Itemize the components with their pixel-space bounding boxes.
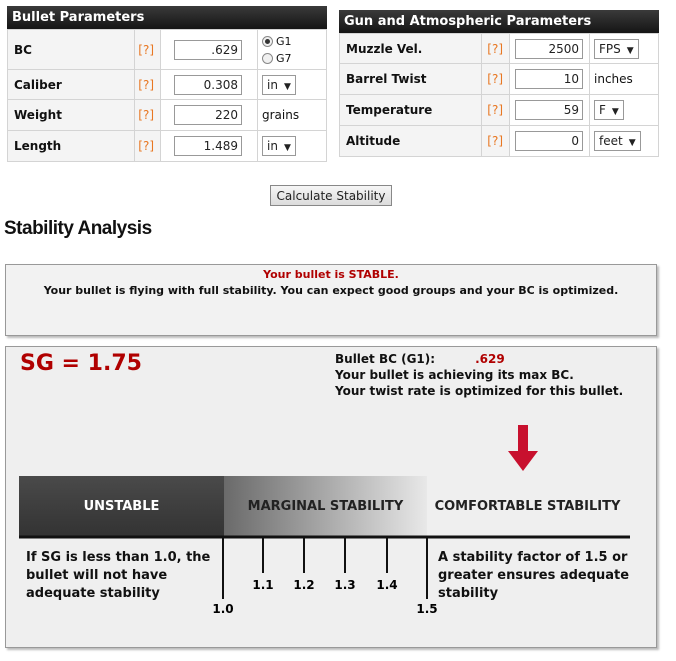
caliber-label: Caliber xyxy=(8,70,135,100)
chevron-down-icon: ▼ xyxy=(628,138,636,148)
comfortable-desc-line: greater ensures adequate xyxy=(438,568,630,583)
length-unit-value: in xyxy=(267,139,278,153)
bc-info-line1: Your bullet is achieving its max BC. xyxy=(335,368,574,382)
length-input[interactable] xyxy=(174,136,242,156)
muzzle-vel-unit-select[interactable] xyxy=(594,39,639,59)
altitude-unit-select[interactable] xyxy=(594,131,641,151)
bullet-parameters-table xyxy=(7,29,327,162)
comfortable-desc-line: A stability factor of 1.5 or xyxy=(438,550,628,565)
barrel-twist-help-link[interactable]: [?] xyxy=(482,64,510,95)
barrel-twist-input[interactable] xyxy=(515,69,583,89)
g1-label: G1 xyxy=(276,34,292,48)
altitude-label: Altitude xyxy=(340,126,482,157)
temperature-label: Temperature xyxy=(340,95,482,126)
barrel-twist-label: Barrel Twist xyxy=(340,64,482,95)
weight-label: Weight xyxy=(8,100,135,131)
weight-input[interactable] xyxy=(174,105,242,125)
scale-marginal-band: MARGINAL STABILITY xyxy=(224,476,427,536)
tick-label-1-0: 1.0 xyxy=(212,602,234,616)
stability-scale-axis xyxy=(6,347,658,649)
chevron-down-icon: ▼ xyxy=(611,107,619,117)
g7-radio-dot[interactable] xyxy=(262,53,273,64)
bc-label: BC xyxy=(8,30,135,70)
chevron-down-icon: ▼ xyxy=(283,143,291,153)
bc-info-value: .629 xyxy=(475,352,505,366)
g1-radio-dot[interactable] xyxy=(262,36,273,47)
bullet-parameters-panel xyxy=(7,6,327,162)
tick-label-1-5: 1.5 xyxy=(416,602,438,616)
gun-parameters-title: Gun and Atmospheric Parameters xyxy=(339,10,659,33)
tick-label-1-3: 1.3 xyxy=(334,578,356,592)
temperature-input[interactable] xyxy=(515,100,583,120)
bc-info-line2: Your twist rate is optimized for this bullet. xyxy=(335,384,624,398)
caliber-help-link[interactable]: [?] xyxy=(135,70,161,100)
bc-help-link[interactable]: [?] xyxy=(135,30,161,70)
tick-label-1-4: 1.4 xyxy=(376,578,398,592)
stability-result-panel xyxy=(5,346,657,648)
altitude-input[interactable] xyxy=(515,131,583,151)
muzzle-vel-input[interactable] xyxy=(515,39,583,59)
g7-label: G7 xyxy=(276,51,292,65)
chevron-down-icon: ▼ xyxy=(283,81,291,92)
length-label: Length xyxy=(8,131,135,162)
barrel-twist-unit: inches xyxy=(590,64,659,95)
weight-unit: grains xyxy=(258,100,327,131)
altitude-unit-value: feet xyxy=(599,134,623,148)
gun-parameters-panel xyxy=(339,10,659,157)
stability-analysis-heading: Stability Analysis xyxy=(4,218,152,239)
bc-input[interactable] xyxy=(174,40,242,60)
muzzle-vel-label: Muzzle Vel. xyxy=(340,34,482,64)
length-unit-select[interactable] xyxy=(262,136,296,156)
scale-unstable-band: UNSTABLE xyxy=(19,476,224,536)
weight-help-link[interactable]: [?] xyxy=(135,100,161,131)
unstable-desc-line: bullet will not have xyxy=(26,568,168,583)
bc-info-label: Bullet BC (G1): xyxy=(335,352,436,366)
stability-detail: Your bullet is flying with full stability. You can expect good groups and your BC is optimized. xyxy=(43,284,619,297)
altitude-help-link[interactable]: [?] xyxy=(482,126,510,157)
length-help-link[interactable]: [?] xyxy=(135,131,161,162)
stability-status: Your bullet is STABLE. xyxy=(263,268,399,281)
gun-parameters-table xyxy=(339,33,659,157)
scale-comfortable-band: COMFORTABLE STABILITY xyxy=(434,498,621,514)
tick-label-1-2: 1.2 xyxy=(293,578,315,592)
calculate-stability-button[interactable]: Calculate Stability xyxy=(270,185,392,206)
bullet-parameters-title: Bullet Parameters xyxy=(7,6,327,29)
sg-value: SG = 1.75 xyxy=(20,351,142,376)
tick-label-1-1: 1.1 xyxy=(252,578,274,592)
unstable-desc-line: If SG is less than 1.0, the xyxy=(26,550,211,565)
temperature-help-link[interactable]: [?] xyxy=(482,95,510,126)
comfortable-desc-line: stability xyxy=(438,586,499,601)
caliber-unit-value: in xyxy=(267,77,278,92)
muzzle-vel-unit-value: FPS xyxy=(599,41,621,56)
caliber-unit-select[interactable] xyxy=(262,75,296,95)
unstable-desc-line: adequate stability xyxy=(26,586,160,601)
stability-message-box xyxy=(5,264,657,336)
temperature-unit-value: F xyxy=(599,103,606,117)
muzzle-vel-help-link[interactable]: [?] xyxy=(482,34,510,64)
comfortable-description xyxy=(438,549,629,603)
unstable-description xyxy=(26,549,210,603)
caliber-input[interactable] xyxy=(174,75,242,95)
g7-radio[interactable] xyxy=(262,50,326,67)
g1-radio[interactable] xyxy=(262,33,326,50)
chevron-down-icon: ▼ xyxy=(626,45,634,56)
temperature-unit-select[interactable] xyxy=(594,100,624,120)
